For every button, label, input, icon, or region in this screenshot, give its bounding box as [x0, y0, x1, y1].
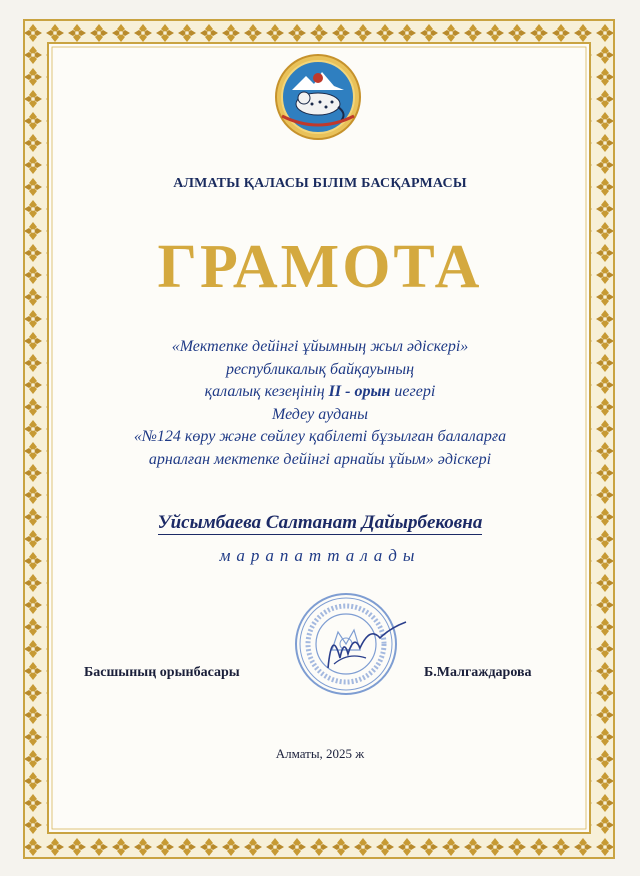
official-round-stamp-icon	[288, 588, 412, 700]
signatory-position: Басшының орынбасары	[84, 665, 240, 680]
award-description	[70, 336, 570, 471]
line3-prefix: қалалық кезеңінің	[204, 383, 329, 400]
description-line-2: республикалық байқауының	[225, 360, 415, 378]
description-line-5: «№124 көру және сөйлеу қабілеті бұзылған балаларға	[133, 428, 507, 445]
awarded-text: марапатталады	[219, 546, 421, 565]
description-line-3	[70, 381, 570, 404]
recipient-name	[0, 512, 640, 534]
place-and-date: Алматы, 2025 ж	[275, 746, 365, 761]
description-line-6: арналған мектепке дейінгі арнайы ұйым» әдіскері	[148, 450, 492, 468]
description-line-1: «Мектепке дейінгі ұйымның жыл әдіскері»	[171, 338, 469, 355]
description-line-4: Медеу ауданы	[271, 405, 368, 423]
line3-suffix: иегері	[390, 383, 436, 400]
organization-name: АЛМАТЫ ҚАЛАСЫ БІЛІМ БАСҚАРМАСЫ	[173, 176, 467, 191]
almaty-snow-leopard-emblem-icon	[262, 52, 374, 142]
place-text: II - орын	[328, 383, 391, 400]
recipient-name-text: Уйсымбаева Салтанат Дайырбековна	[157, 512, 483, 533]
document-title: ГРАМОТА	[157, 233, 483, 301]
signatory-name: Б.Малгаждарова	[424, 665, 532, 680]
